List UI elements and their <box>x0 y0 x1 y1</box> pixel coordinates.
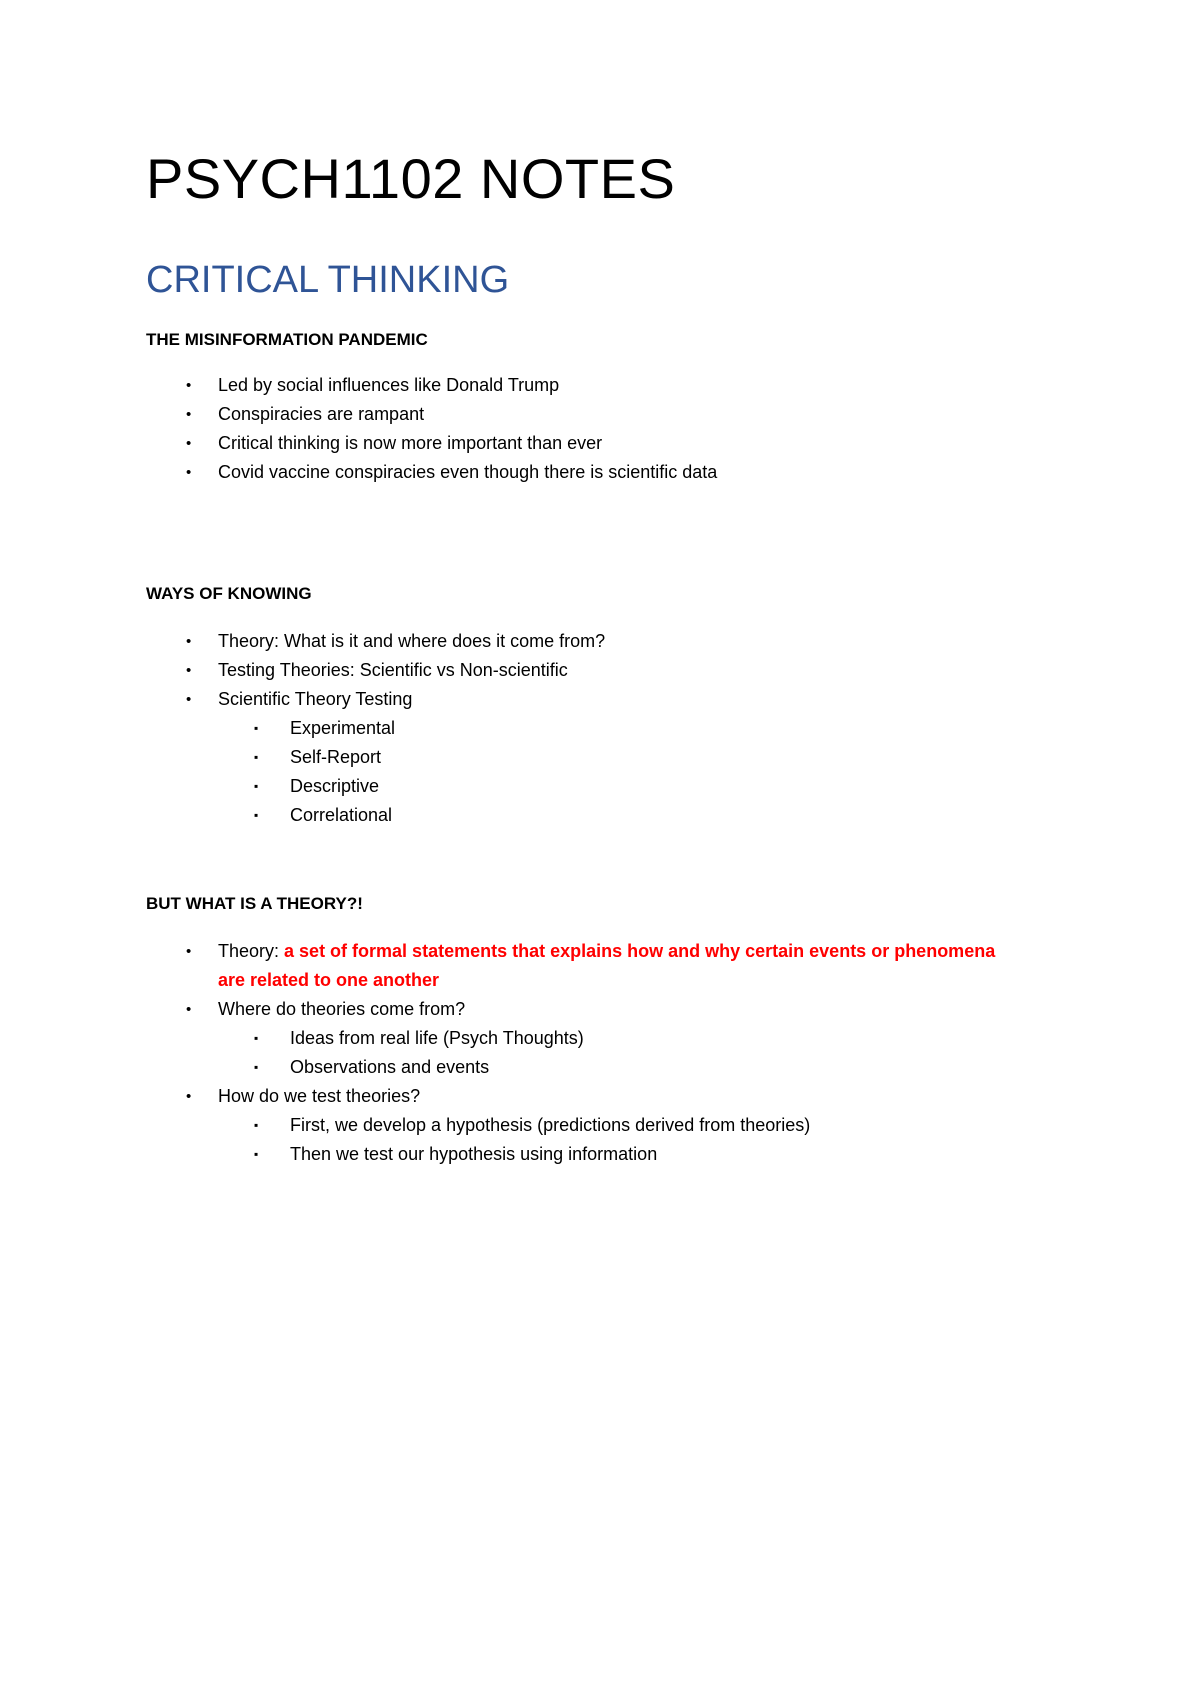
section-heading: BUT WHAT IS A THEORY?! <box>146 894 363 913</box>
bullet-icon: • <box>186 377 192 394</box>
square-bullet-icon: ▪ <box>254 808 259 822</box>
sub-list-item <box>218 1140 1018 1169</box>
bullet-icon: • <box>186 1088 192 1105</box>
list-item <box>146 685 1018 830</box>
list-item-text: Led by social influences like Donald Trump <box>218 375 560 395</box>
list-item-definition <box>146 937 1018 995</box>
list-item <box>146 627 1018 656</box>
list-item <box>146 371 1018 400</box>
list-item-text: Critical thinking is now more important than ever <box>218 433 603 453</box>
sub-list-item <box>218 1053 1018 1082</box>
section-ways-of-knowing <box>146 583 1046 830</box>
list-item-text: Where do theories come from? <box>218 999 466 1019</box>
bullet-icon: • <box>186 1001 192 1018</box>
bullet-icon: • <box>186 662 192 679</box>
document-title: PSYCH1102 NOTES <box>146 147 676 210</box>
section-what-is-a-theory <box>146 893 1046 1169</box>
square-bullet-icon: ▪ <box>254 721 259 735</box>
bullet-icon: • <box>186 633 192 650</box>
sub-list-item-text: Experimental <box>290 718 396 738</box>
sub-list-item-text: Descriptive <box>290 776 380 796</box>
bullet-list <box>146 937 1046 1169</box>
sub-list-item <box>218 1024 1018 1053</box>
definition-highlight: a set of formal statements that explains how and why certain events or phenomena are related to one another <box>218 941 996 990</box>
bullet-icon: • <box>186 943 192 960</box>
sub-bullet-list <box>218 714 1018 830</box>
sub-list-item <box>218 1111 1018 1140</box>
square-bullet-icon: ▪ <box>254 779 259 793</box>
sub-list-item-text: Correlational <box>290 805 393 825</box>
section-heading: WAYS OF KNOWING <box>146 584 312 603</box>
sub-list-item <box>218 743 1018 772</box>
sub-list-item-text: Then we test our hypothesis using information <box>290 1144 658 1164</box>
section-heading: THE MISINFORMATION PANDEMIC <box>146 330 428 349</box>
sub-list-item <box>218 772 1018 801</box>
list-item <box>146 458 1018 487</box>
square-bullet-icon: ▪ <box>254 1031 259 1045</box>
list-item <box>146 1082 1018 1169</box>
sub-list-item <box>218 801 1018 830</box>
bullet-icon: • <box>186 435 192 452</box>
list-item-text: Theory: What is it and where does it come from? <box>218 631 606 651</box>
bullet-list <box>146 371 1046 487</box>
list-item <box>146 995 1018 1082</box>
section-misinformation-pandemic <box>146 329 1046 487</box>
list-item-text: Conspiracies are rampant <box>218 404 425 424</box>
sub-bullet-list <box>218 1111 1018 1169</box>
list-item-text: Covid vaccine conspiracies even though there is scientific data <box>218 462 718 482</box>
list-item <box>146 656 1018 685</box>
bullet-list <box>146 627 1046 830</box>
list-item-text: Testing Theories: Scientific vs Non-scientific <box>218 660 568 680</box>
bullet-icon: • <box>186 464 192 481</box>
sub-list-item-text: First, we develop a hypothesis (predictions derived from theories) <box>290 1115 811 1135</box>
square-bullet-icon: ▪ <box>254 750 259 764</box>
list-item-text: Scientific Theory Testing <box>218 689 413 709</box>
square-bullet-icon: ▪ <box>254 1060 259 1074</box>
sub-bullet-list <box>218 1024 1018 1082</box>
list-item <box>146 429 1018 458</box>
definition-term: Theory: <box>218 941 285 961</box>
sub-list-item-text: Self-Report <box>290 747 382 767</box>
square-bullet-icon: ▪ <box>254 1147 259 1161</box>
square-bullet-icon: ▪ <box>254 1118 259 1132</box>
sub-list-item-text: Observations and events <box>290 1057 490 1077</box>
list-item-text: How do we test theories? <box>218 1086 421 1106</box>
list-item <box>146 400 1018 429</box>
bullet-icon: • <box>186 691 192 708</box>
section-title-critical-thinking: CRITICAL THINKING <box>146 259 510 301</box>
bullet-icon: • <box>186 406 192 423</box>
sub-list-item-text: Ideas from real life (Psych Thoughts) <box>290 1028 584 1048</box>
sub-list-item <box>218 714 1018 743</box>
